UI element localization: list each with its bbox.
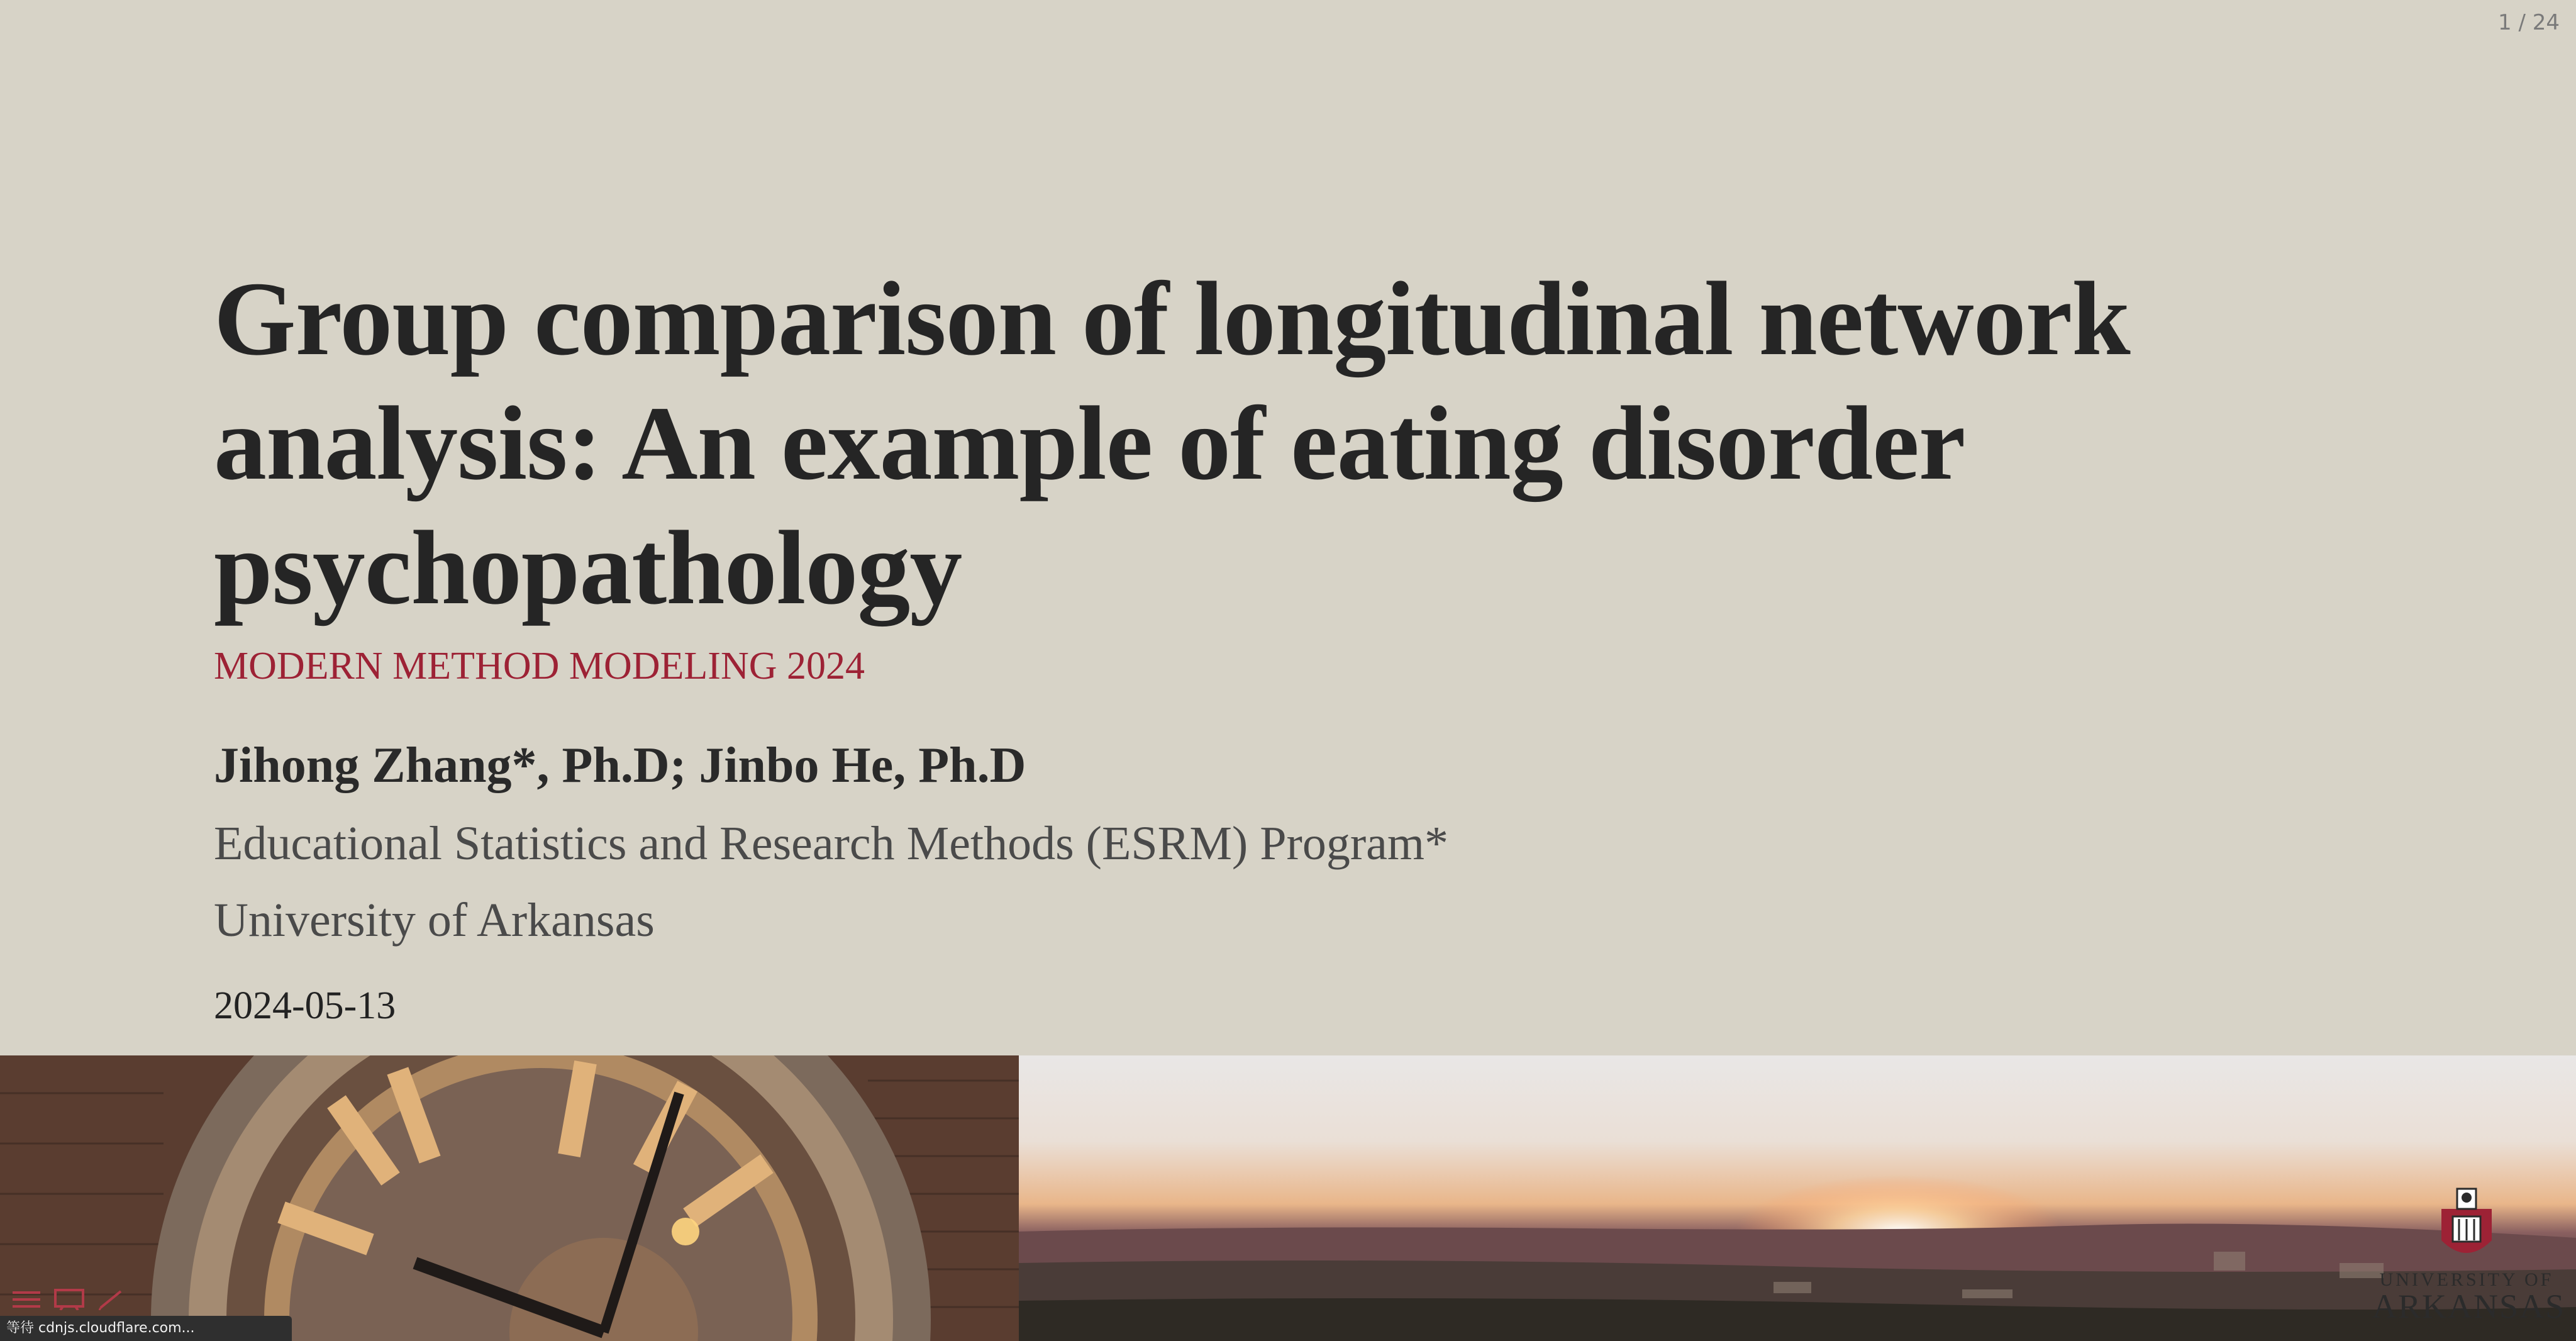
chalkboard-icon[interactable] (54, 1289, 84, 1310)
title-banner (0, 1055, 2576, 1341)
presentation-date: 2024-05-13 (214, 984, 396, 1027)
page-title: Group comparison of longitudinal network analysis: An example of eating disorder psychopathology (214, 260, 2130, 626)
browser-status-bar: 等待 cdnjs.cloudflare.com... (0, 1316, 292, 1341)
conference-subtitle: MODERN METHOD MODELING 2024 (214, 645, 865, 687)
slide-number: 1 / 24 (2498, 10, 2560, 35)
slide-nav-controls (13, 1287, 123, 1312)
affiliation-program: Educational Statistics and Research Methods (ESRM) Program* (214, 817, 1448, 870)
pencil-icon[interactable] (98, 1289, 123, 1310)
sunset-landscape-photo (1019, 1055, 2576, 1341)
menu-icon[interactable] (13, 1290, 40, 1309)
logo-line-2: ARKANSAS (2372, 1288, 2566, 1325)
sunset-illustration (1019, 1055, 2576, 1341)
logo-line-1: UNIVERSITY OF (2379, 1269, 2554, 1290)
clock-face-illustration (0, 1055, 1019, 1341)
university-logo (2372, 1184, 2566, 1328)
clock-tower-photo (0, 1055, 1019, 1341)
old-main-tower-icon (2429, 1184, 2504, 1266)
authors: Jihong Zhang*, Ph.D; Jinbo He, Ph.D (214, 738, 1026, 793)
affiliation-university: University of Arkansas (214, 894, 655, 947)
